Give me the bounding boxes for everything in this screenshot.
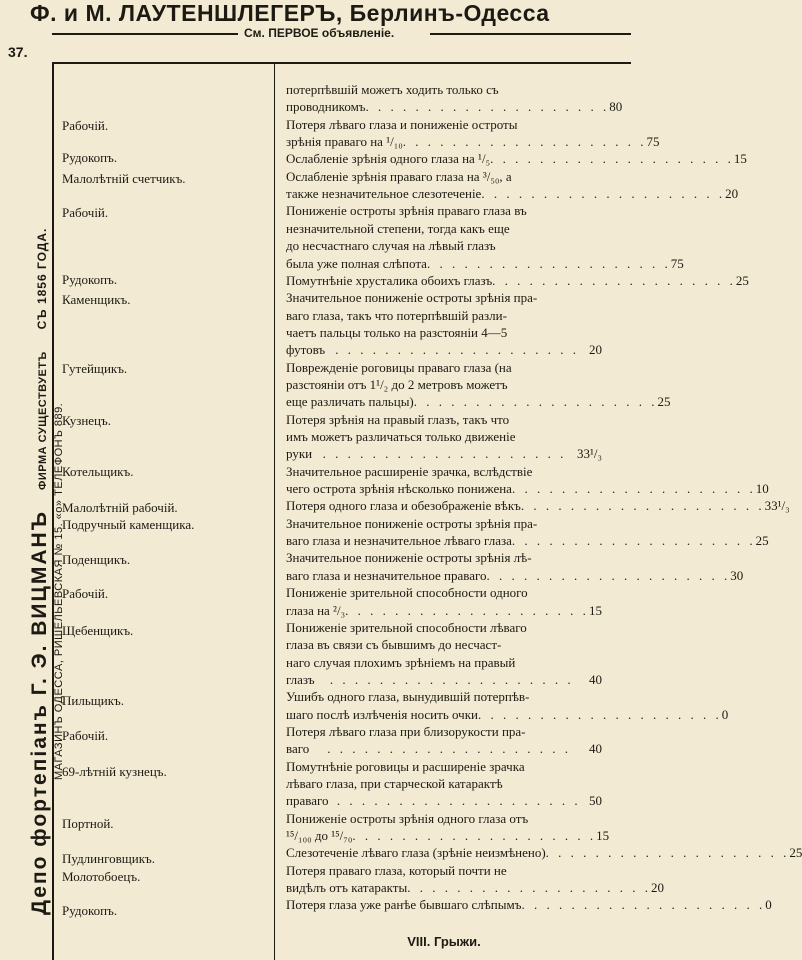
- description-text: глазъ: [286, 671, 315, 687]
- description-line: Значительное пониженіе остроты зрѣнія пра-: [286, 515, 538, 531]
- leader-dots: . . . . . . . . . . . . . . . . . . . .: [490, 151, 734, 167]
- side-ad-established: СЪ 1856 ГОДА.: [35, 227, 49, 330]
- occupation-label: 69-лѣтній кузнецъ.: [62, 764, 167, 779]
- side-ad-main-line: [28, 145, 52, 915]
- percentage-value: 0: [721, 706, 729, 722]
- percentage-value: 15: [596, 828, 610, 844]
- description-text: зрѣнія праваго на ¹/₁₀: [286, 134, 403, 150]
- description-line: [286, 880, 664, 896]
- leader-dots: . . . . . . . . . . . . . . . . . . . .: [492, 272, 736, 288]
- leader-dots: . . . . . . . . . . . . . . . . . . . .: [327, 741, 571, 757]
- occupation-label: Портной.: [62, 816, 114, 831]
- occupation-label: Каменщикъ.: [62, 292, 131, 307]
- description-text: руки: [286, 446, 313, 462]
- leader-dots: . . . . . . . . . . . . . . . . . . . .: [345, 602, 589, 618]
- description-text: проводникомъ: [286, 99, 366, 115]
- description-text: Ослабленіе зрѣнія одного глаза на ¹/₅: [286, 151, 491, 167]
- header-subtitle-row: [0, 26, 631, 40]
- description-text: Потеря глаза уже ранѣе бывшаго слѣпымъ: [286, 897, 522, 913]
- percentage-value: 50: [589, 793, 602, 809]
- leader-dots: . . . . . . . . . . . . . . . . . . . .: [407, 880, 651, 896]
- description-line: [286, 897, 772, 913]
- description-line: [286, 498, 790, 514]
- leader-dots: . . . . . . . . . . . . . . . . . . . .: [322, 446, 567, 462]
- description-line: лѣваго глаза, при старческой катарактѣ: [286, 776, 503, 791]
- leader-dots: . . . . . . . . . . . . . . . . . . . .: [521, 897, 766, 913]
- description-line: Потеря зрѣнія на правый глазъ, такъ что: [286, 411, 510, 427]
- description-line: [286, 481, 769, 497]
- percentage-value: 25: [755, 533, 769, 549]
- percentage-value: 25: [789, 845, 802, 861]
- occupation-label: Котельщикъ.: [62, 464, 134, 479]
- description-line: наго случая плохимъ зрѣніемъ на правый: [286, 654, 516, 670]
- percentage-value: 0: [765, 897, 772, 913]
- leader-dots: . . . . . . . . . . . . . . . . . . . .: [402, 134, 647, 150]
- header-subtitle: См. ПЕРВОЕ объявленіе.: [244, 26, 395, 40]
- description-text: еще различать пальцы): [286, 394, 414, 410]
- description-line: [286, 446, 602, 462]
- description-text: ваго: [286, 741, 310, 757]
- occupation-label: Гутейщикъ.: [62, 361, 128, 376]
- occupation-label: Подручный каменщика.: [62, 517, 195, 532]
- occupation-label: Рабочій.: [62, 586, 109, 601]
- description-line: чаетъ пальцы только на разстояніи 4—5: [286, 324, 508, 340]
- percentage-value: 25: [735, 272, 749, 288]
- description-text: шаго послѣ излѣченія носить очки: [286, 706, 478, 722]
- description-line: [286, 793, 602, 809]
- description-line: имъ можетъ различаться только движеніе: [286, 429, 516, 444]
- occupation-label: Щебенщикъ.: [62, 623, 134, 638]
- occupation-label: Рабочій.: [62, 728, 109, 743]
- description-line: [286, 672, 602, 688]
- occupation-label: Молотобоецъ.: [62, 869, 141, 884]
- section-heading: VIII. Грыжи.: [407, 934, 481, 949]
- description-line: [286, 151, 747, 167]
- description-text: ваго глаза и незначительное праваго: [286, 567, 487, 583]
- leader-dots: . . . . . . . . . . . . . . . . . . . .: [336, 793, 581, 809]
- leader-dots: . . . . . . . . . . . . . . . . . . . .: [511, 481, 756, 497]
- description-line: потерпѣвшій можетъ ходить только съ: [286, 82, 499, 97]
- percentage-value: 40: [589, 671, 602, 687]
- description-line: [286, 845, 802, 861]
- percentage-value: 20: [725, 186, 739, 202]
- description-text: Потеря одного глаза и обезображеніе вѣкъ: [286, 498, 521, 514]
- occupation-label: Кузнецъ.: [62, 413, 111, 428]
- occupation-label: Рудокопъ.: [62, 150, 118, 165]
- occupation-label: Малолѣтній рабочій.: [62, 500, 178, 515]
- description-text: праваго: [286, 793, 329, 809]
- leader-dots: . . . . . . . . . . . . . . . . . . . .: [413, 394, 658, 410]
- occupation-label: Рудокопъ.: [62, 903, 118, 918]
- percentage-value: 75: [646, 134, 660, 150]
- percentage-value: 33¹/₃: [576, 446, 602, 462]
- percentage-value: 30: [730, 567, 744, 583]
- description-text: была уже полная слѣпота: [286, 255, 427, 271]
- leader-dots: . . . . . . . . . . . . . . . . . . . .: [481, 186, 726, 202]
- description-line: [286, 99, 623, 115]
- percentage-value: 25: [657, 394, 671, 410]
- description-text: чего острота зрѣнія нѣсколько понижена: [286, 481, 512, 497]
- leader-dots: . . . . . . . . . . . . . . . . . . . .: [365, 99, 610, 115]
- description-line: Поврежденіе роговицы праваго глаза (на: [286, 359, 512, 375]
- description-line: Значительное расширеніе зрачка, вслѣдствіе: [286, 463, 533, 479]
- leader-dots: . . . . . . . . . . . . . . . . . . . .: [511, 533, 756, 549]
- description-line: Пониженіе остроты зрѣнія праваго глаза въ: [286, 203, 527, 219]
- percentage-value: 33¹/₃: [764, 498, 790, 514]
- side-ad-exists: ФИРМА СУЩЕСТВУЕТЪ: [37, 351, 49, 491]
- description-line: [286, 567, 744, 584]
- occupation-label: Рабочій.: [62, 118, 109, 133]
- table-column-divider: [274, 62, 275, 960]
- description-line: до несчастнаго случая на лѣвый глазъ: [286, 238, 496, 254]
- description-text: футовъ: [286, 342, 326, 358]
- description-line: глаза въ связи съ бывшимъ до несчаст-: [286, 637, 502, 653]
- description-line: Пониженіе зрительной способности лѣваго: [286, 619, 527, 635]
- description-line: Ушибъ одного глаза, вынудившій потерпѣв-: [286, 689, 530, 705]
- side-ad-address: МАГАЗИНЪ ОДЕССА, РИШЕЛЬЕВСКАЯ № 15. «о» ТЕЛЕФОНЪ 889.: [53, 402, 65, 780]
- percentage-value: 10: [755, 481, 769, 497]
- description-line: [286, 186, 739, 202]
- leader-dots: . . . . . . . . . . . . . . . . . . . .: [477, 706, 722, 722]
- occupation-label: Поденщикъ.: [62, 552, 131, 567]
- description-text: ваго глаза и незначительное лѣваго глаза: [286, 533, 512, 549]
- description-line: Пониженіе остроты зрѣнія одного глаза отъ: [286, 810, 529, 826]
- leader-dots: . . . . . . . . . . . . . . . . . . . .: [545, 845, 790, 861]
- description-line: [286, 134, 660, 150]
- description-line: Потеря лѣваго глаза при близорукости пра-: [286, 723, 526, 739]
- description-line: Потеря лѣваго глаза и пониженіе остроты: [286, 116, 518, 132]
- percentage-value: 15: [733, 151, 747, 167]
- description-line: Значительное пониженіе остроты зрѣнія пра-: [286, 290, 538, 306]
- leader-dots: . . . . . . . . . . . . . . . . . . . .: [352, 828, 597, 844]
- description-line: [286, 255, 684, 272]
- description-line: [286, 342, 602, 358]
- description-text: Помутнѣніе хрусталика обоихъ глазъ: [286, 272, 493, 288]
- header-rule-left: [52, 33, 238, 35]
- description-line: [286, 394, 671, 410]
- description-text: Слезотеченіе лѣваго глаза (зрѣніе неизмѣнено): [286, 845, 546, 861]
- description-line: [286, 828, 610, 844]
- description-text: ¹⁵/₁₀₀ до ¹⁵/₇₀: [286, 828, 353, 844]
- leader-dots: . . . . . . . . . . . . . . . . . . . .: [329, 671, 574, 687]
- occupation-label: Рудокопъ.: [62, 272, 118, 287]
- description-line: [286, 272, 749, 289]
- table-top-rule: [52, 62, 631, 64]
- description-line: Значительное пониженіе остроты зрѣнія лѣ-: [286, 550, 532, 566]
- description-line: [286, 706, 729, 723]
- percentage-value: 80: [609, 99, 623, 115]
- leader-dots: . . . . . . . . . . . . . . . . . . . .: [335, 342, 579, 358]
- percentage-value: 40: [589, 741, 602, 757]
- description-line: незначительной степени, тогда какъ еще: [286, 220, 510, 236]
- description-line: разстояніи отъ 1¹/₂ до 2 метровъ можетъ: [286, 376, 508, 392]
- leader-dots: . . . . . . . . . . . . . . . . . . . .: [520, 498, 765, 514]
- description-line: [286, 533, 769, 549]
- percentage-value: 75: [670, 255, 684, 271]
- side-ad-name: Депо фортепіанъ Г. Э. ВИЦМАНЪ: [28, 510, 51, 915]
- page-number: 37.: [8, 44, 28, 60]
- description-line: Потеря праваго глаза, который почти не: [286, 862, 507, 878]
- percentage-value: 20: [589, 342, 602, 358]
- description-line: [286, 741, 602, 757]
- description-text: глаза на ²/₃: [286, 602, 346, 618]
- description-text: также незначительное слезотеченіе: [286, 186, 482, 202]
- description-line: Ослабленіе зрѣнія праваго глаза на ³/₅₀, а: [286, 168, 512, 184]
- percentage-value: 20: [650, 880, 664, 896]
- occupation-label: Рабочій.: [62, 205, 109, 220]
- page-header: [0, 0, 631, 28]
- occupation-label: Пильщикъ.: [62, 693, 125, 708]
- leader-dots: . . . . . . . . . . . . . . . . . . . .: [426, 255, 671, 271]
- description-text: видѣлъ отъ катаракты: [286, 880, 408, 896]
- leader-dots: . . . . . . . . . . . . . . . . . . . .: [486, 567, 731, 583]
- occupation-label: Пудлинговщикъ.: [62, 851, 155, 866]
- description-line: ваго глаза, такъ что потерпѣвшій разли-: [286, 307, 507, 323]
- percentage-value: 15: [589, 602, 602, 618]
- description-line: Пониженіе зрительной способности одного: [286, 585, 528, 601]
- occupation-label: Малолѣтній счетчикъ.: [62, 171, 186, 186]
- description-line: [286, 603, 602, 619]
- header-rule-right: [430, 33, 631, 35]
- header-title: Ф. и М. ЛАУТЕНШЛЕГЕРЪ, Берлинъ-Одесса: [30, 0, 550, 26]
- description-line: Помутнѣніе роговицы и расширеніе зрачка: [286, 758, 525, 774]
